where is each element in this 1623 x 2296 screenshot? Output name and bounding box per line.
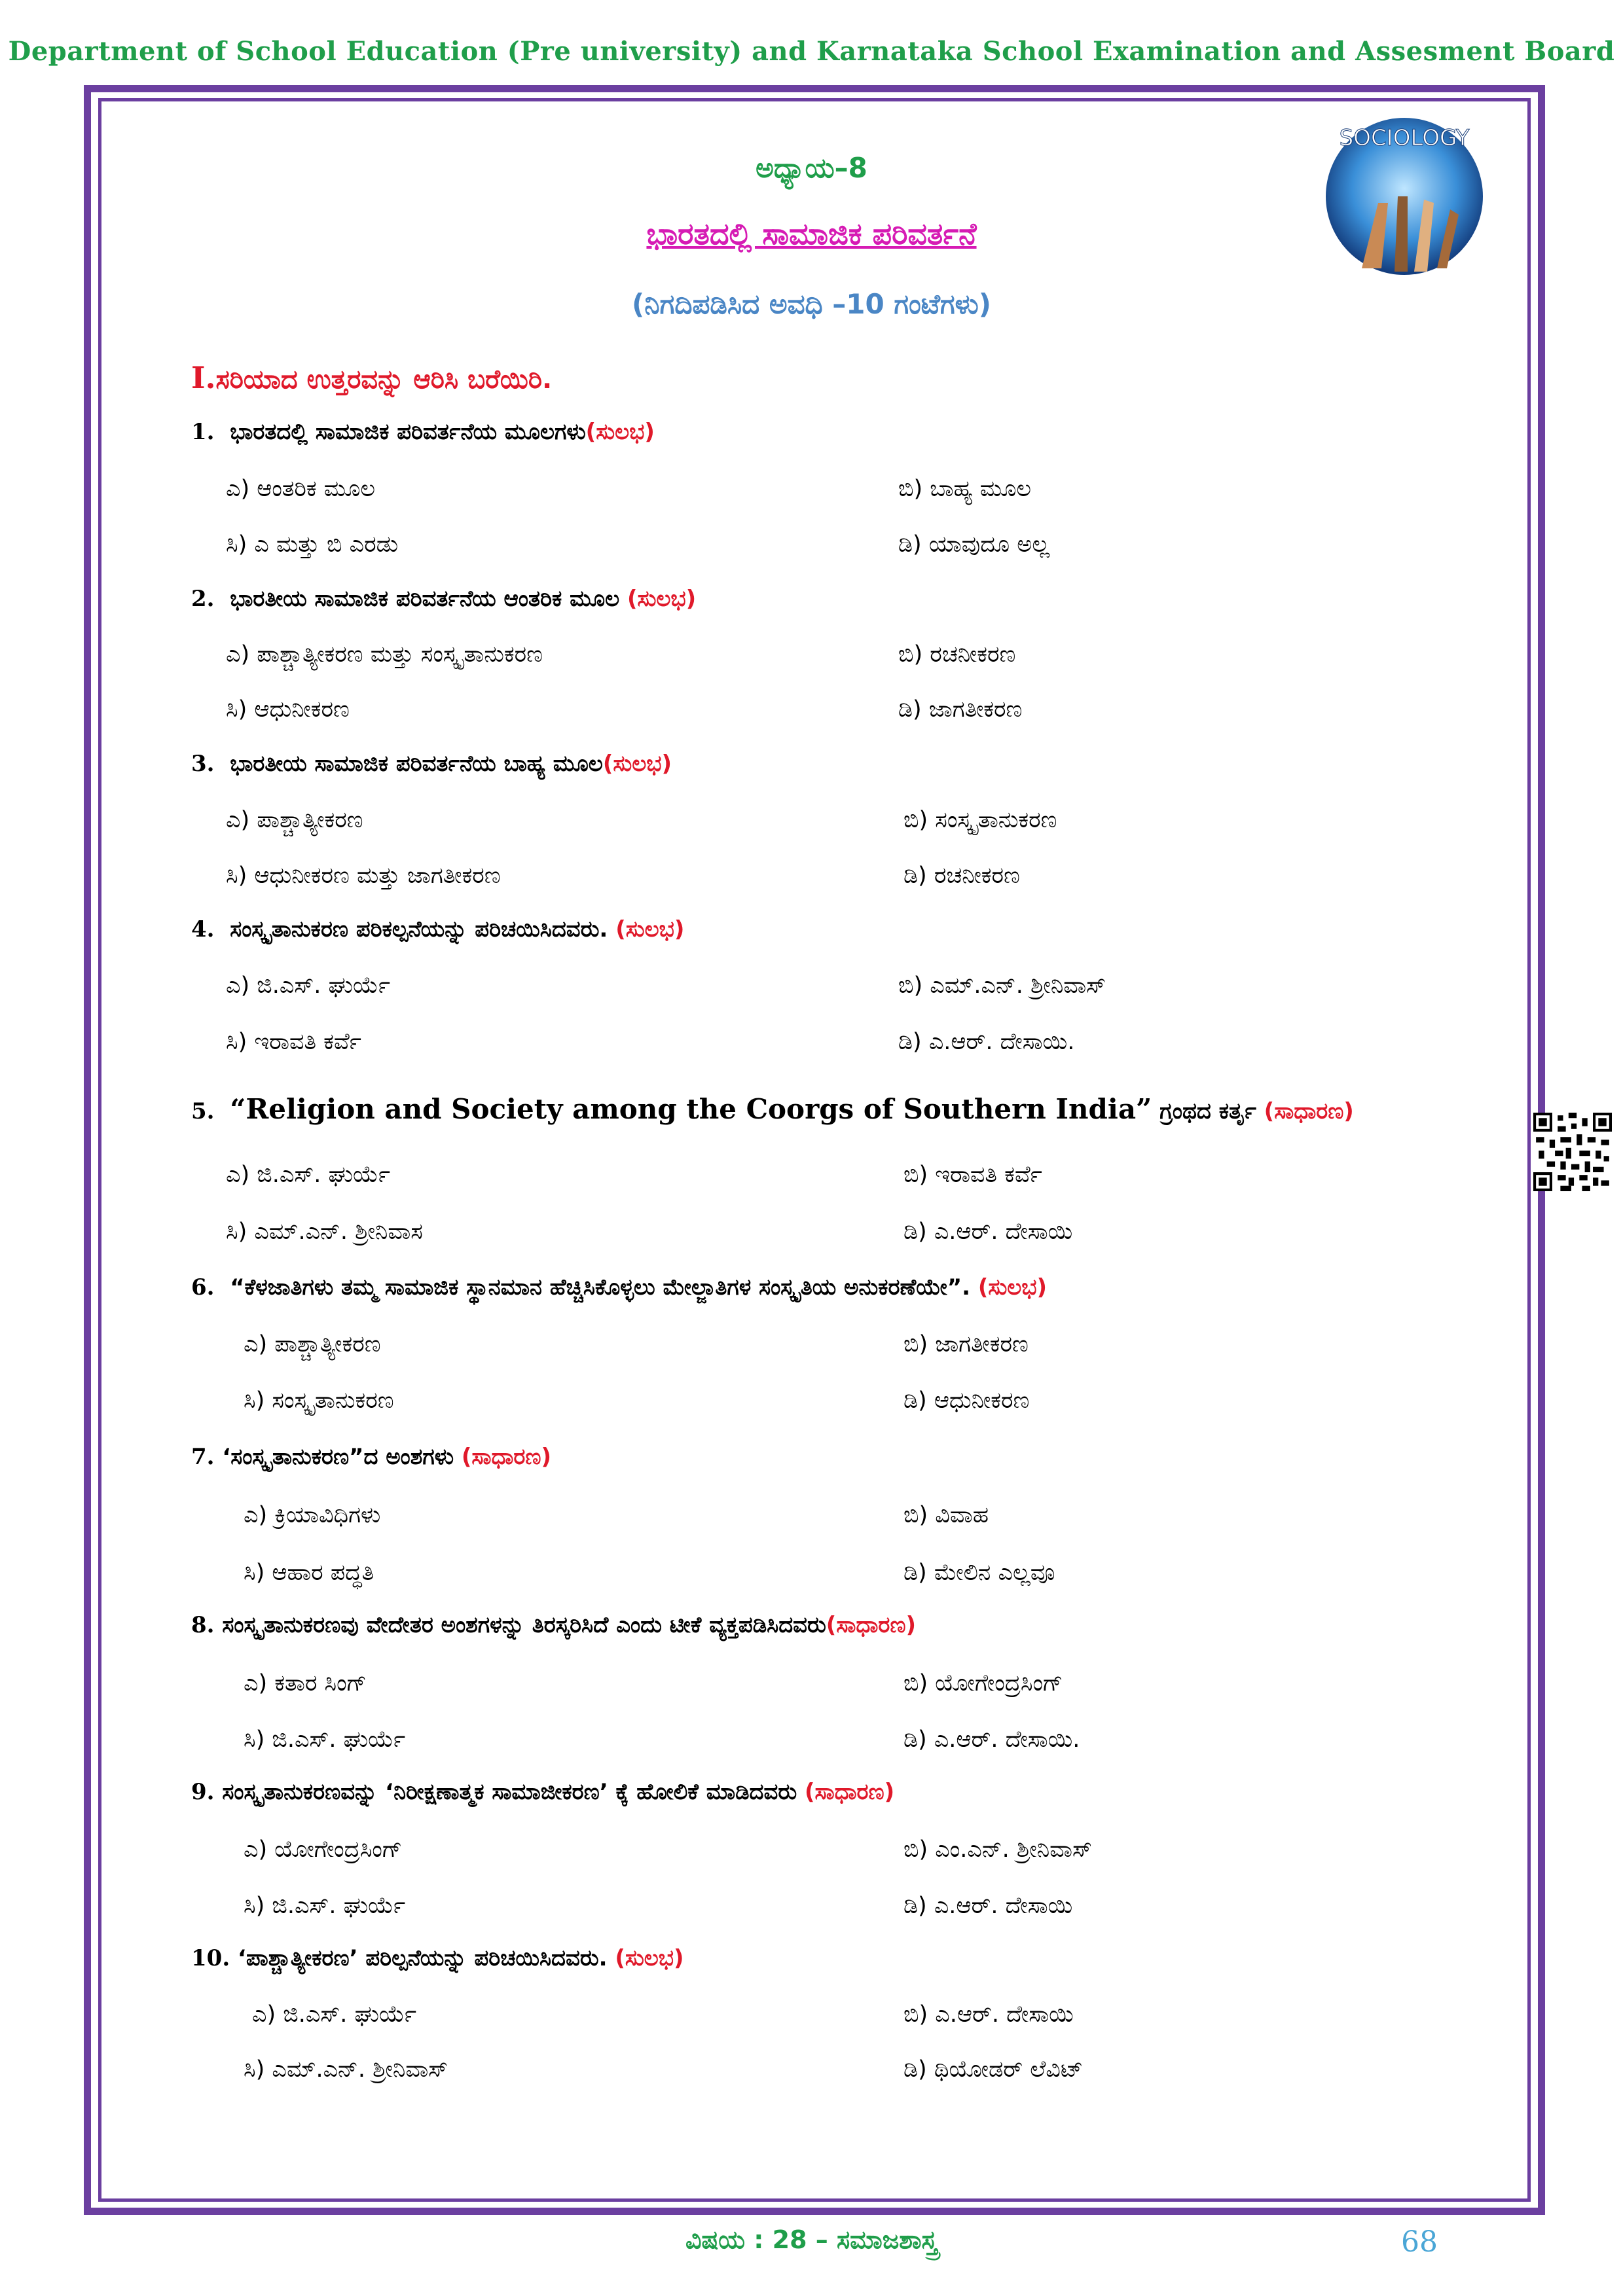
book-title: “Religion and Society among the Coorgs of Southern India” <box>230 1093 1152 1125</box>
question-text: ಸಂಸ್ಕೃತಾನುಕರಣವು ವೇದೇತರ ಅಂಶಗಳನ್ನು ತಿರಸ್ಕರಿಸಿದೆ ಎಂದು ಟೀಕೆ ವ್ಯಕ್ತಪಡಿಸಿದವರು <box>222 1612 826 1638</box>
option-c: ಸಿ) ಜಿ.ಎಸ್. ಘುರ್ಯೆ <box>244 1893 406 1919</box>
question-text: ‘ಪಾಶ್ಚಾತ್ಯೀಕರಣ’ ಪರಿಲ್ಪನೆಯನ್ನು ಪರಿಚಯಿಸಿದವರು. <box>238 1945 615 1971</box>
difficulty-label: (ಸಾಧಾರಣ) <box>1264 1098 1354 1124</box>
question-number: 10. <box>191 1945 230 1971</box>
option-c: ಸಿ) ಆಧುನೀಕರಣ ಮತ್ತು ಜಾಗತೀಕರಣ <box>226 863 501 889</box>
question-number: 5. <box>191 1098 215 1124</box>
question-number: 9. <box>191 1779 215 1805</box>
question-text: ಭಾರತೀಯ ಸಾಮಾಜಿಕ ಪರಿವರ್ತನೆಯ ಆಂತರಿಕ ಮೂಲ <box>230 586 627 612</box>
question-1 <box>191 419 655 445</box>
option-a: ಎ) ಪಾಶ್ಚಾತ್ಯೀಕರಣ ಮತ್ತು ಸಂಸ್ಕೃತಾನುಕರಣ <box>226 641 543 668</box>
question-5 <box>191 1093 1354 1125</box>
question-4 <box>191 916 684 942</box>
question-6 <box>191 1274 1047 1300</box>
question-number: 4. <box>191 916 215 942</box>
question-text: ಗ್ರಂಥದ ಕರ್ತೃ <box>1152 1098 1264 1124</box>
option-c: ಸಿ) ಎ ಮತ್ತು ಬಿ ಎರಡು <box>226 531 399 558</box>
section-instruction: ಸರಿಯಾದ ಉತ್ತರವನ್ನು ಆರಿಸಿ ಬರೆಯಿರಿ. <box>215 365 553 395</box>
question-text: ‘ಸಂಸ್ಕೃತಾನುಕರಣ”ದ ಅಂಶಗಳು <box>222 1444 462 1470</box>
option-a: ಎ) ಜಿ.ಎಸ್. ಘುರ್ಯೆ <box>226 973 390 999</box>
question-8 <box>191 1612 916 1638</box>
option-d: ಡಿ) ಎ.ಆರ್. ದೇಸಾಯಿ <box>903 1219 1073 1245</box>
option-c: ಸಿ) ಎಮ್.ಎನ್. ಶ್ರೀನಿವಾಸ <box>226 1219 423 1245</box>
option-c: ಸಿ) ಎಮ್.ಎನ್. ಶ್ರೀನಿವಾಸ್ <box>244 2056 448 2083</box>
question-9 <box>191 1779 894 1805</box>
allotted-duration: (ನಿಗದಿಪಡಿಸಿದ ಅವಧಿ –10 ಗಂಟೆಗಳು) <box>632 288 991 320</box>
question-number: 1. <box>191 419 215 445</box>
question-text: ಸಂಸ್ಕೃತಾನುಕರಣ ಪರಿಕಲ್ಪನೆಯನ್ನು ಪರಿಚಯಿಸಿದವರು. <box>230 916 616 942</box>
difficulty-label: (ಸುಲಭ) <box>615 1945 684 1971</box>
sociology-logo <box>1316 105 1493 281</box>
difficulty-label: (ಸುಲಭ) <box>585 419 655 445</box>
difficulty-label: (ಸುಲಭ) <box>977 1274 1048 1300</box>
section-heading <box>191 360 552 395</box>
option-c: ಸಿ) ಜಿ.ಎಸ್. ಘುರ್ಯೆ <box>244 1727 406 1753</box>
option-b: ಬಿ) ಇರಾವತಿ ಕರ್ವೆ <box>903 1162 1042 1188</box>
option-b: ಬಿ) ಬಾಹ್ಯ ಮೂಲ <box>898 476 1032 502</box>
option-c: ಸಿ) ಆಹಾರ ಪದ್ಧತಿ <box>244 1560 374 1586</box>
option-d: ಡಿ) ಎ.ಆರ್. ದೇಸಾಯಿ <box>903 1893 1073 1919</box>
footer-subject: ವಿಷಯ : 28 – ಸಮಾಜಶಾಸ್ತ್ರ <box>685 2225 938 2254</box>
qr-code <box>1533 1113 1612 1191</box>
question-number: 3. <box>191 751 215 777</box>
option-d: ಡಿ) ಎ.ಆರ್. ದೇಸಾಯಿ. <box>898 1029 1075 1055</box>
chapter-title: ಭಾರತದಲ್ಲಿ ಸಾಮಾಜಿಕ ಪರಿವರ್ತನೆ <box>646 216 977 251</box>
page-number: 68 <box>1401 2225 1438 2259</box>
question-7 <box>191 1444 551 1470</box>
option-d: ಡಿ) ಯಾವುದೂ ಅಲ್ಲ <box>898 531 1050 558</box>
question-text: “ಕೆಳಜಾತಿಗಳು ತಮ್ಮ ಸಾಮಾಜಿಕ ಸ್ಥಾನಮಾನ ಹೆಚ್ಚಿಸಿಕೊಳ್ಳಲು ಮೇಲ್ಜಾತಿಗಳ ಸಂಸ್ಕೃತಿಯ ಅನುಕರಣೆಯೇ”. <box>230 1274 978 1300</box>
option-c: ಸಿ) ಸಂಸ್ಕೃತಾನುಕರಣ <box>244 1388 394 1414</box>
option-b: ಬಿ) ಎ.ಆರ್. ದೇಸಾಯಿ <box>903 2001 1074 2028</box>
page-border-inner <box>98 98 1531 2202</box>
option-d: ಡಿ) ಥಿಯೋಡರ್ ಲೆವಿಟ್ <box>903 2056 1084 2083</box>
option-a: ಎ) ಪಾಶ್ಚಾತ್ಯೀಕರಣ <box>226 807 363 833</box>
difficulty-label: (ಸಾಧಾರಣ) <box>804 1779 895 1805</box>
question-number: 6. <box>191 1274 215 1300</box>
option-c: ಸಿ) ಆಧುನೀಕರಣ <box>226 696 350 723</box>
option-b: ಬಿ) ರಚನೀಕರಣ <box>898 641 1016 668</box>
question-number: 7. <box>191 1444 215 1470</box>
difficulty-label: (ಸುಲಭ) <box>615 916 685 942</box>
option-b: ಬಿ) ಯೋಗೇಂದ್ರಸಿಂಗ್ <box>903 1670 1063 1696</box>
question-number: 8. <box>191 1612 215 1638</box>
option-a: ಎ) ಯೋಗೇಂದ್ರಸಿಂಗ್ <box>244 1837 403 1863</box>
option-b: ಬಿ) ಸಂಸ್ಕೃತಾನುಕರಣ <box>903 807 1057 833</box>
option-a: ಎ) ಕತಾರ ಸಿಂಗ್ <box>244 1670 367 1696</box>
question-text: ಸಂಸ್ಕೃತಾನುಕರಣವನ್ನು ‘ನಿರೀಕ್ಷಣಾತ್ಮಕ ಸಾಮಾಜೀಕರಣ’ ಕ್ಕೆ ಹೋಲಿಕೆ ಮಾಡಿದವರು <box>222 1779 805 1805</box>
question-number: 2. <box>191 586 215 612</box>
question-text: ಭಾರತದಲ್ಲಿ ಸಾಮಾಜಿಕ ಪರಿವರ್ತನೆಯ ಮೂಲಗಳು <box>230 419 586 445</box>
option-b: ಬಿ) ಜಾಗತೀಕರಣ <box>903 1331 1029 1357</box>
option-a: ಎ) ಆಂತರಿಕ ಮೂಲ <box>226 476 376 502</box>
section-number: I. <box>191 360 216 395</box>
option-a: ಎ) ಜಿ.ಎಸ್. ಘುರ್ಯೆ <box>226 1162 390 1188</box>
question-text: ಭಾರತೀಯ ಸಾಮಾಜಿಕ ಪರಿವರ್ತನೆಯ ಬಾಹ್ಯ ಮೂಲ <box>230 751 603 777</box>
option-c: ಸಿ) ಇರಾವತಿ ಕರ್ವೆ <box>226 1029 361 1055</box>
difficulty-label: (ಸುಲಭ) <box>627 586 697 612</box>
option-a: ಎ) ಪಾಶ್ಚಾತ್ಯೀಕರಣ <box>244 1331 381 1357</box>
option-b: ಬಿ) ಎಂ.ಎನ್. ಶ್ರೀನಿವಾಸ್ <box>903 1837 1092 1863</box>
chapter-label: ಅಧ್ಯಾಯ–8 <box>756 152 867 184</box>
question-2 <box>191 586 696 612</box>
option-d: ಡಿ) ಎ.ಆರ್. ದೇಸಾಯಿ. <box>903 1727 1080 1753</box>
option-b: ಬಿ) ಎಮ್.ಎನ್. ಶ್ರೀನಿವಾಸ್ <box>898 973 1106 999</box>
option-d: ಡಿ) ರಚನೀಕರಣ <box>903 863 1020 889</box>
question-10 <box>191 1945 684 1971</box>
option-d: ಡಿ) ಜಾಗತೀಕರಣ <box>898 696 1023 723</box>
question-3 <box>191 751 672 777</box>
option-a: ಎ) ಕ್ರಿಯಾವಿಧಿಗಳು <box>244 1502 381 1528</box>
difficulty-label: (ಸಾಧಾರಣ) <box>826 1612 916 1638</box>
option-d: ಡಿ) ಆಧುನೀಕರಣ <box>903 1388 1030 1414</box>
option-d: ಡಿ) ಮೇಲಿನ ಎಲ್ಲವೂ <box>903 1560 1055 1586</box>
option-b: ಬಿ) ವಿವಾಹ <box>903 1502 989 1528</box>
option-a: ಎ) ಜಿ.ಎಸ್. ಘುರ್ಯೆ <box>252 2001 416 2028</box>
difficulty-label: (ಸಾಧಾರಣ) <box>461 1444 552 1470</box>
page-header: Department of School Education (Pre university) and Karnataka School Examination and Assesment Board <box>8 36 1615 67</box>
difficulty-label: (ಸುಲಭ) <box>602 751 672 777</box>
logo-text: SOCIOLOGY <box>1339 125 1470 151</box>
